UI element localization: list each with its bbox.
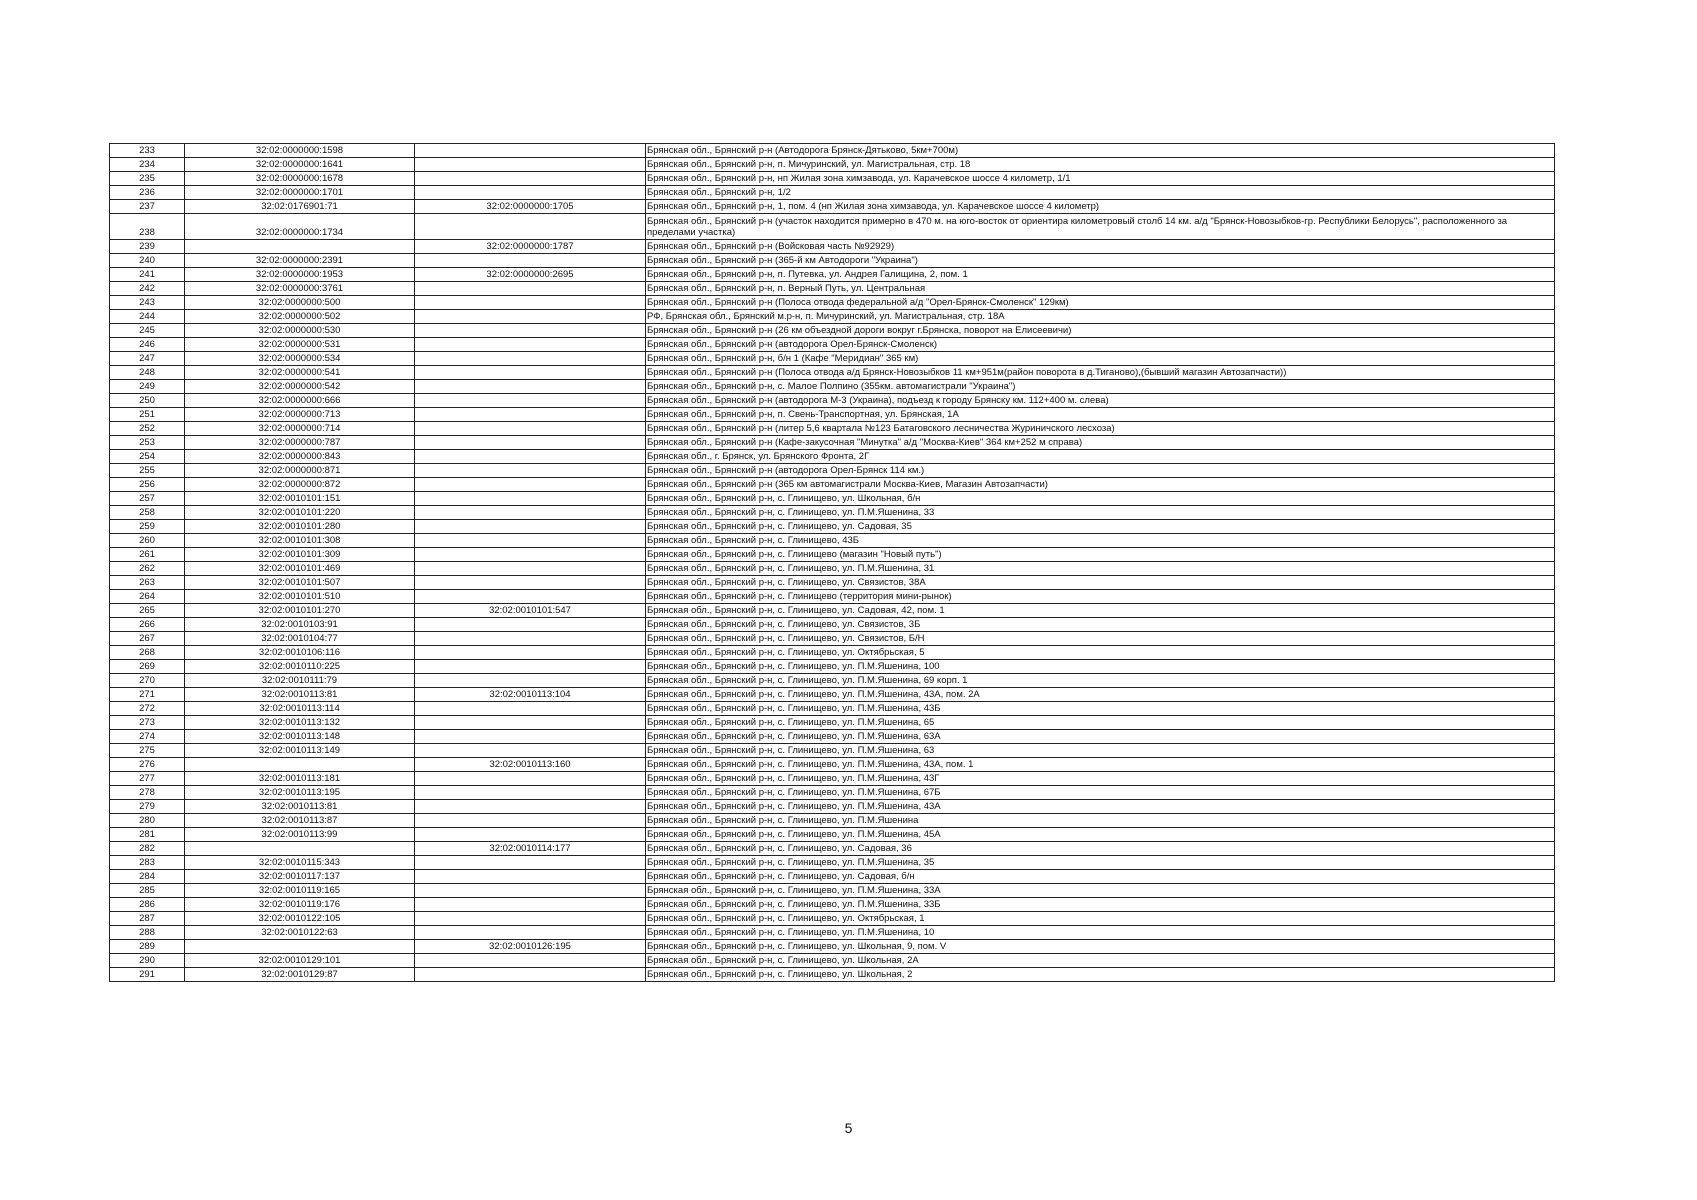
address-cell: Брянская обл., Брянский р-н (26 км объездной дороги вокруг г.Брянска, поворот на Елисеевичи): [646, 324, 1555, 338]
cadastral-number-cell: 32:02:0010113:195: [185, 786, 415, 800]
cadastral-number-cell: 32:02:0000000:1598: [185, 144, 415, 158]
address-cell: Брянская обл., Брянский р-н, с. Глинищево, ул. П.М.Яшенина, 43Г: [646, 772, 1555, 786]
address-cell: Брянская обл., Брянский р-н, с. Глинищево, ул. Школьная, б/н: [646, 492, 1555, 506]
cadastral-number-cell: 32:02:0010119:165: [185, 884, 415, 898]
address-cell: Брянская обл., Брянский р-н (Кафе-закусочная "Минутка" а/д "Москва-Киев" 364 км+252 м справа): [646, 436, 1555, 450]
address-cell: Брянская обл., Брянский р-н, с. Глинищево (территория мини-рынок): [646, 590, 1555, 604]
cadastral-number-cell: 32:02:0000000:3761: [185, 282, 415, 296]
table-row: [110, 674, 1555, 688]
table-row: [110, 492, 1555, 506]
cadastral-number-cell: 32:02:0010103:91: [185, 618, 415, 632]
table-row: [110, 814, 1555, 828]
table-row: [110, 576, 1555, 590]
row-number-cell: 242: [110, 282, 185, 296]
address-cell: Брянская обл., Брянский р-н, с. Глинищево, ул. П.М.Яшенина, 43А: [646, 800, 1555, 814]
cadastral-number-cell: 32:02:0010119:176: [185, 898, 415, 912]
table-row: [110, 604, 1555, 618]
page-number: 5: [844, 1120, 853, 1136]
address-cell: Брянская обл., Брянский р-н (Полоса отвода федеральной а/д "Орел-Брянск-Смоленск" 129км): [646, 296, 1555, 310]
table-row: [110, 870, 1555, 884]
cadastral-number-cell: 32:02:0010101:270: [185, 604, 415, 618]
table-row: [110, 506, 1555, 520]
address-cell: Брянская обл., Брянский р-н, с. Глинищево, ул. Октябрьская, 1: [646, 912, 1555, 926]
property-table: [109, 143, 1555, 982]
address-cell: Брянская обл., Брянский р-н, с. Глинищево, ул. П.М.Яшенина, 35: [646, 856, 1555, 870]
cadastral-number-cell: 32:02:0000000:534: [185, 352, 415, 366]
related-cadastral-number-cell: [415, 898, 646, 912]
row-number-cell: 283: [110, 856, 185, 870]
address-cell: Брянская обл., Брянский р-н, с. Глинищево, ул. Садовая, 36: [646, 842, 1555, 856]
address-cell: Брянская обл., Брянский р-н (365-й км Автодороги "Украина"): [646, 254, 1555, 268]
related-cadastral-number-cell: [415, 562, 646, 576]
address-cell: Брянская обл., Брянский р-н, п. Верный Путь, ул. Центральная: [646, 282, 1555, 296]
address-cell: Брянская обл., Брянский р-н, б/н 1 (Кафе "Меридиан" 365 км): [646, 352, 1555, 366]
related-cadastral-number-cell: [415, 884, 646, 898]
address-cell: Брянская обл., Брянский р-н, с. Глинищево, ул. П.М.Яшенина, 33А: [646, 884, 1555, 898]
address-cell: Брянская обл., Брянский р-н, с. Глинищево, ул. Школьная, 2А: [646, 954, 1555, 968]
table-row: [110, 954, 1555, 968]
row-number-cell: 259: [110, 520, 185, 534]
cadastral-number-cell: 32:02:0010101:151: [185, 492, 415, 506]
related-cadastral-number-cell: [415, 214, 646, 240]
address-cell: Брянская обл., г. Брянск, ул. Брянского Фронта, 2Г: [646, 450, 1555, 464]
cadastral-number-cell: [185, 240, 415, 254]
related-cadastral-number-cell: [415, 660, 646, 674]
cadastral-number-cell: 32:02:0000000:1701: [185, 186, 415, 200]
table-row: [110, 646, 1555, 660]
table-row: [110, 214, 1555, 240]
cadastral-number-cell: 32:02:0000000:530: [185, 324, 415, 338]
related-cadastral-number-cell: 32:02:0010113:104: [415, 688, 646, 702]
row-number-cell: 252: [110, 422, 185, 436]
row-number-cell: 262: [110, 562, 185, 576]
address-cell: Брянская обл., Брянский р-н, с. Глинищево, ул. П.М.Яшенина, 43Б: [646, 702, 1555, 716]
related-cadastral-number-cell: [415, 352, 646, 366]
row-number-cell: 275: [110, 744, 185, 758]
cadastral-number-cell: 32:02:0000000:666: [185, 394, 415, 408]
table-row: [110, 186, 1555, 200]
table-row: [110, 562, 1555, 576]
address-cell: Брянская обл., Брянский р-н, с. Глинищево, ул. Октябрьская, 5: [646, 646, 1555, 660]
related-cadastral-number-cell: [415, 772, 646, 786]
table-row: [110, 422, 1555, 436]
cadastral-number-cell: 32:02:0000000:502: [185, 310, 415, 324]
cadastral-number-cell: 32:02:0000000:871: [185, 464, 415, 478]
cadastral-number-cell: 32:02:0010117:137: [185, 870, 415, 884]
table-row: [110, 590, 1555, 604]
table-row: [110, 296, 1555, 310]
address-cell: Брянская обл., Брянский р-н, с. Глинищево, ул. П.М.Яшенина, 67Б: [646, 786, 1555, 800]
address-cell: Брянская обл., Брянский р-н (автодорога Орел-Брянск 114 км.): [646, 464, 1555, 478]
cadastral-number-cell: 32:02:0010113:181: [185, 772, 415, 786]
related-cadastral-number-cell: [415, 646, 646, 660]
cadastral-number-cell: 32:02:0010104:77: [185, 632, 415, 646]
table-row: [110, 478, 1555, 492]
row-number-cell: 264: [110, 590, 185, 604]
row-number-cell: 277: [110, 772, 185, 786]
table-row: [110, 436, 1555, 450]
address-cell: Брянская обл., Брянский р-н, с. Глинищево, 43Б: [646, 534, 1555, 548]
related-cadastral-number-cell: [415, 394, 646, 408]
related-cadastral-number-cell: [415, 856, 646, 870]
row-number-cell: 289: [110, 940, 185, 954]
table-row: [110, 618, 1555, 632]
address-cell: Брянская обл., Брянский р-н (Полоса отвода а/д Брянск-Новозыбков 11 км+951м(район поворота в д.Тиганово),(бывший магазин Автозапчасти)): [646, 366, 1555, 380]
address-cell: Брянская обл., Брянский р-н (литер 5,6 квартала №123 Батаговского лесничества Журиничского лесхоза): [646, 422, 1555, 436]
address-cell: Брянская обл., Брянский р-н (Войсковая часть №92929): [646, 240, 1555, 254]
table-row: [110, 450, 1555, 464]
row-number-cell: 272: [110, 702, 185, 716]
row-number-cell: 265: [110, 604, 185, 618]
cadastral-number-cell: 32:02:0000000:531: [185, 338, 415, 352]
row-number-cell: 288: [110, 926, 185, 940]
address-cell: Брянская обл., Брянский р-н, с. Глинищево, ул. Садовая, 35: [646, 520, 1555, 534]
address-cell: Брянская обл., Брянский р-н, с. Глинищево, ул. П.М.Яшенина, 43А, пом. 1: [646, 758, 1555, 772]
address-cell: Брянская обл., Брянский р-н, с. Глинищево, ул. П.М.Яшенина, 69 корп. 1: [646, 674, 1555, 688]
row-number-cell: 268: [110, 646, 185, 660]
table-row: [110, 338, 1555, 352]
row-number-cell: 260: [110, 534, 185, 548]
row-number-cell: 254: [110, 450, 185, 464]
cadastral-number-cell: 32:02:0010113:132: [185, 716, 415, 730]
cadastral-number-cell: 32:02:0000000:500: [185, 296, 415, 310]
cadastral-number-cell: 32:02:0010122:63: [185, 926, 415, 940]
related-cadastral-number-cell: [415, 296, 646, 310]
table-row: [110, 268, 1555, 282]
cadastral-number-cell: 32:02:0000000:1641: [185, 158, 415, 172]
related-cadastral-number-cell: [415, 674, 646, 688]
row-number-cell: 287: [110, 912, 185, 926]
address-cell: Брянская обл., Брянский р-н, с. Малое Полпино (355км. автомагистрали "Украина"): [646, 380, 1555, 394]
row-number-cell: 249: [110, 380, 185, 394]
row-number-cell: 236: [110, 186, 185, 200]
cadastral-number-cell: 32:02:0010101:510: [185, 590, 415, 604]
address-cell: Брянская обл., Брянский р-н, с. Глинищево, ул. П.М.Яшенина, 65: [646, 716, 1555, 730]
address-cell: Брянская обл., Брянский р-н, 1, пом. 4 (нп Жилая зона химзавода, ул. Карачевское шоссе 4 километр): [646, 200, 1555, 214]
address-cell: Брянская обл., Брянский р-н, 1/2: [646, 186, 1555, 200]
cadastral-number-cell: 32:02:0000000:787: [185, 436, 415, 450]
table-row: [110, 158, 1555, 172]
related-cadastral-number-cell: [415, 478, 646, 492]
row-number-cell: 274: [110, 730, 185, 744]
table-row: [110, 464, 1555, 478]
table-row: [110, 772, 1555, 786]
row-number-cell: 253: [110, 436, 185, 450]
address-cell: Брянская обл., Брянский р-н, с. Глинищево, ул. Школьная, 9, пом. V: [646, 940, 1555, 954]
related-cadastral-number-cell: [415, 422, 646, 436]
cadastral-number-cell: 32:02:0010113:149: [185, 744, 415, 758]
table-row: [110, 144, 1555, 158]
row-number-cell: 273: [110, 716, 185, 730]
address-cell: Брянская обл., Брянский р-н, с. Глинищево, ул. Садовая, 42, пом. 1: [646, 604, 1555, 618]
address-cell: Брянская обл., Брянский р-н, п. Мичуринский, ул. Магистральная, стр. 18: [646, 158, 1555, 172]
table-row: [110, 758, 1555, 772]
table-row: [110, 884, 1555, 898]
related-cadastral-number-cell: [415, 324, 646, 338]
related-cadastral-number-cell: [415, 548, 646, 562]
row-number-cell: 233: [110, 144, 185, 158]
row-number-cell: 241: [110, 268, 185, 282]
related-cadastral-number-cell: [415, 408, 646, 422]
address-cell: Брянская обл., Брянский р-н, с. Глинищево, ул. П.М.Яшенина, 33: [646, 506, 1555, 520]
row-number-cell: 286: [110, 898, 185, 912]
address-cell: Брянская обл., Брянский р-н, с. Глинищево, ул. П.М.Яшенина, 33Б: [646, 898, 1555, 912]
related-cadastral-number-cell: [415, 380, 646, 394]
address-cell: Брянская обл., Брянский р-н (365 км автомагистрали Москва-Киев, Магазин Автозапчасти): [646, 478, 1555, 492]
table-row: [110, 408, 1555, 422]
table-row: [110, 828, 1555, 842]
cadastral-number-cell: [185, 758, 415, 772]
cadastral-number-cell: 32:02:0000000:843: [185, 450, 415, 464]
table-row: [110, 898, 1555, 912]
row-number-cell: 251: [110, 408, 185, 422]
address-cell: Брянская обл., Брянский р-н, с. Глинищево, ул. П.М.Яшенина, 100: [646, 660, 1555, 674]
row-number-cell: 266: [110, 618, 185, 632]
table-row: [110, 366, 1555, 380]
cadastral-number-cell: 32:02:0010129:87: [185, 968, 415, 982]
row-number-cell: 237: [110, 200, 185, 214]
row-number-cell: 256: [110, 478, 185, 492]
cadastral-number-cell: 32:02:0010101:280: [185, 520, 415, 534]
row-number-cell: 239: [110, 240, 185, 254]
table-row: [110, 200, 1555, 214]
address-cell: Брянская обл., Брянский р-н, нп Жилая зона химзавода, ул. Карачевское шоссе 4 километр, 1/1: [646, 172, 1555, 186]
cadastral-number-cell: 32:02:0000000:1953: [185, 268, 415, 282]
address-cell: Брянская обл., Брянский р-н (участок находится примерно в 470 м. на юго-восток от ориентира километровый столб 14 км. а/д "Брянск-Новозыбков-гр. Республики Белорусь", расположенного за пределами участка): [646, 214, 1555, 240]
cadastral-number-cell: 32:02:0000000:714: [185, 422, 415, 436]
row-number-cell: 245: [110, 324, 185, 338]
cadastral-number-cell: 32:02:0010101:469: [185, 562, 415, 576]
related-cadastral-number-cell: [415, 926, 646, 940]
table-row: [110, 520, 1555, 534]
address-cell: Брянская обл., Брянский р-н, с. Глинищево, ул. Садовая, б/н: [646, 870, 1555, 884]
related-cadastral-number-cell: [415, 786, 646, 800]
cadastral-number-cell: 32:02:0010122:105: [185, 912, 415, 926]
address-cell: Брянская обл., Брянский р-н, с. Глинищево, ул. П.М.Яшенина, 31: [646, 562, 1555, 576]
related-cadastral-number-cell: [415, 744, 646, 758]
related-cadastral-number-cell: [415, 436, 646, 450]
related-cadastral-number-cell: [415, 254, 646, 268]
address-cell: Брянская обл., Брянский р-н, с. Глинищево, ул. П.М.Яшенина, 45А: [646, 828, 1555, 842]
related-cadastral-number-cell: [415, 366, 646, 380]
address-cell: Брянская обл., Брянский р-н (Автодорога Брянск-Дятьково, 5км+700м): [646, 144, 1555, 158]
table-body: [110, 144, 1555, 982]
table-row: [110, 912, 1555, 926]
related-cadastral-number-cell: [415, 954, 646, 968]
address-cell: Брянская обл., Брянский р-н (автодорога Орел-Брянск-Смоленск): [646, 338, 1555, 352]
cadastral-number-cell: 32:02:0010129:101: [185, 954, 415, 968]
related-cadastral-number-cell: [415, 576, 646, 590]
related-cadastral-number-cell: [415, 828, 646, 842]
cadastral-number-cell: 32:02:0176901:71: [185, 200, 415, 214]
related-cadastral-number-cell: [415, 534, 646, 548]
row-number-cell: 282: [110, 842, 185, 856]
row-number-cell: 271: [110, 688, 185, 702]
cadastral-number-cell: 32:02:0000000:2391: [185, 254, 415, 268]
table-row: [110, 968, 1555, 982]
related-cadastral-number-cell: 32:02:0010101:547: [415, 604, 646, 618]
row-number-cell: 278: [110, 786, 185, 800]
related-cadastral-number-cell: [415, 506, 646, 520]
related-cadastral-number-cell: [415, 144, 646, 158]
related-cadastral-number-cell: [415, 450, 646, 464]
row-number-cell: 284: [110, 870, 185, 884]
cadastral-number-cell: 32:02:0000000:542: [185, 380, 415, 394]
table-row: [110, 744, 1555, 758]
row-number-cell: 291: [110, 968, 185, 982]
cadastral-number-cell: [185, 842, 415, 856]
cadastral-number-cell: 32:02:0010113:81: [185, 688, 415, 702]
row-number-cell: 240: [110, 254, 185, 268]
table-row: [110, 660, 1555, 674]
related-cadastral-number-cell: [415, 282, 646, 296]
related-cadastral-number-cell: 32:02:0000000:1787: [415, 240, 646, 254]
related-cadastral-number-cell: [415, 492, 646, 506]
cadastral-number-cell: 32:02:0010106:116: [185, 646, 415, 660]
related-cadastral-number-cell: [415, 716, 646, 730]
row-number-cell: 281: [110, 828, 185, 842]
row-number-cell: 238: [110, 214, 185, 240]
table-row: [110, 240, 1555, 254]
row-number-cell: 270: [110, 674, 185, 688]
row-number-cell: 247: [110, 352, 185, 366]
cadastral-number-cell: 32:02:0010101:507: [185, 576, 415, 590]
row-number-cell: 261: [110, 548, 185, 562]
related-cadastral-number-cell: [415, 172, 646, 186]
table-row: [110, 688, 1555, 702]
cadastral-number-cell: 32:02:0010113:148: [185, 730, 415, 744]
table-row: [110, 534, 1555, 548]
table-row: [110, 800, 1555, 814]
row-number-cell: 246: [110, 338, 185, 352]
row-number-cell: 280: [110, 814, 185, 828]
address-cell: Брянская обл., Брянский р-н, с. Глинищево, ул. Школьная, 2: [646, 968, 1555, 982]
related-cadastral-number-cell: [415, 702, 646, 716]
row-number-cell: 243: [110, 296, 185, 310]
row-number-cell: 267: [110, 632, 185, 646]
cadastral-number-cell: 32:02:0010113:114: [185, 702, 415, 716]
cadastral-number-cell: 32:02:0000000:713: [185, 408, 415, 422]
cadastral-number-cell: 32:02:0000000:1678: [185, 172, 415, 186]
cadastral-number-cell: 32:02:0010110:225: [185, 660, 415, 674]
row-number-cell: 285: [110, 884, 185, 898]
cadastral-number-cell: 32:02:0010111:79: [185, 674, 415, 688]
related-cadastral-number-cell: [415, 464, 646, 478]
row-number-cell: 263: [110, 576, 185, 590]
table-row: [110, 856, 1555, 870]
related-cadastral-number-cell: [415, 590, 646, 604]
table-row: [110, 940, 1555, 954]
table-row: [110, 310, 1555, 324]
related-cadastral-number-cell: 32:02:0010126:195: [415, 940, 646, 954]
related-cadastral-number-cell: [415, 338, 646, 352]
related-cadastral-number-cell: [415, 912, 646, 926]
cadastral-number-cell: 32:02:0000000:1734: [185, 214, 415, 240]
row-number-cell: 269: [110, 660, 185, 674]
related-cadastral-number-cell: 32:02:0010114:177: [415, 842, 646, 856]
row-number-cell: 257: [110, 492, 185, 506]
related-cadastral-number-cell: [415, 968, 646, 982]
row-number-cell: 234: [110, 158, 185, 172]
related-cadastral-number-cell: [415, 870, 646, 884]
related-cadastral-number-cell: 32:02:0000000:2695: [415, 268, 646, 282]
address-cell: Брянская обл., Брянский р-н, с. Глинищево, ул. П.М.Яшенина, 63А: [646, 730, 1555, 744]
table-row: [110, 842, 1555, 856]
related-cadastral-number-cell: [415, 158, 646, 172]
cadastral-number-cell: 32:02:0010101:309: [185, 548, 415, 562]
address-cell: РФ, Брянская обл., Брянский м.р-н, п. Мичуринский, ул. Магистральная, стр. 18А: [646, 310, 1555, 324]
cadastral-number-cell: [185, 940, 415, 954]
table-row: [110, 282, 1555, 296]
table-row: [110, 786, 1555, 800]
address-cell: Брянская обл., Брянский р-н, с. Глинищево, ул. П.М.Яшенина, 10: [646, 926, 1555, 940]
related-cadastral-number-cell: [415, 618, 646, 632]
related-cadastral-number-cell: 32:02:0010113:160: [415, 758, 646, 772]
row-number-cell: 279: [110, 800, 185, 814]
table-row: [110, 254, 1555, 268]
table-row: [110, 632, 1555, 646]
address-cell: Брянская обл., Брянский р-н (автодорога М-3 (Украина), подъезд к городу Брянску км. 112+400 м. слева): [646, 394, 1555, 408]
address-cell: Брянская обл., Брянский р-н, п. Путевка, ул. Андрея Галищина, 2, пом. 1: [646, 268, 1555, 282]
table-row: [110, 548, 1555, 562]
related-cadastral-number-cell: 32:02:0000000:1705: [415, 200, 646, 214]
row-number-cell: 258: [110, 506, 185, 520]
address-cell: Брянская обл., Брянский р-н, с. Глинищево, ул. П.М.Яшенина: [646, 814, 1555, 828]
row-number-cell: 250: [110, 394, 185, 408]
row-number-cell: 244: [110, 310, 185, 324]
related-cadastral-number-cell: [415, 186, 646, 200]
related-cadastral-number-cell: [415, 800, 646, 814]
row-number-cell: 276: [110, 758, 185, 772]
address-cell: Брянская обл., Брянский р-н, с. Глинищево, ул. Связистов, 38А: [646, 576, 1555, 590]
row-number-cell: 248: [110, 366, 185, 380]
table-row: [110, 702, 1555, 716]
row-number-cell: 255: [110, 464, 185, 478]
address-cell: Брянская обл., Брянский р-н, п. Свень-Транспортная, ул. Брянская, 1А: [646, 408, 1555, 422]
address-cell: Брянская обл., Брянский р-н, с. Глинищево (магазин "Новый путь"): [646, 548, 1555, 562]
address-cell: Брянская обл., Брянский р-н, с. Глинищево, ул. П.М.Яшенина, 63: [646, 744, 1555, 758]
cadastral-number-cell: 32:02:0010101:308: [185, 534, 415, 548]
cadastral-number-cell: 32:02:0000000:872: [185, 478, 415, 492]
related-cadastral-number-cell: [415, 520, 646, 534]
cadastral-number-cell: 32:02:0010113:81: [185, 800, 415, 814]
related-cadastral-number-cell: [415, 730, 646, 744]
table-row: [110, 394, 1555, 408]
address-cell: Брянская обл., Брянский р-н, с. Глинищево, ул. Связистов, Б/Н: [646, 632, 1555, 646]
related-cadastral-number-cell: [415, 632, 646, 646]
table-row: [110, 926, 1555, 940]
row-number-cell: 235: [110, 172, 185, 186]
table-row: [110, 352, 1555, 366]
address-cell: Брянская обл., Брянский р-н, с. Глинищево, ул. П.М.Яшенина, 43А, пом. 2А: [646, 688, 1555, 702]
related-cadastral-number-cell: [415, 814, 646, 828]
related-cadastral-number-cell: [415, 310, 646, 324]
table-row: [110, 730, 1555, 744]
address-cell: Брянская обл., Брянский р-н, с. Глинищево, ул. Связистов, 3Б: [646, 618, 1555, 632]
table-row: [110, 716, 1555, 730]
table-row: [110, 380, 1555, 394]
cadastral-number-cell: 32:02:0010101:220: [185, 506, 415, 520]
table-row: [110, 172, 1555, 186]
table-row: [110, 324, 1555, 338]
cadastral-number-cell: 32:02:0010113:99: [185, 828, 415, 842]
row-number-cell: 290: [110, 954, 185, 968]
cadastral-number-cell: 32:02:0000000:541: [185, 366, 415, 380]
cadastral-number-cell: 32:02:0010115:343: [185, 856, 415, 870]
cadastral-number-cell: 32:02:0010113:87: [185, 814, 415, 828]
